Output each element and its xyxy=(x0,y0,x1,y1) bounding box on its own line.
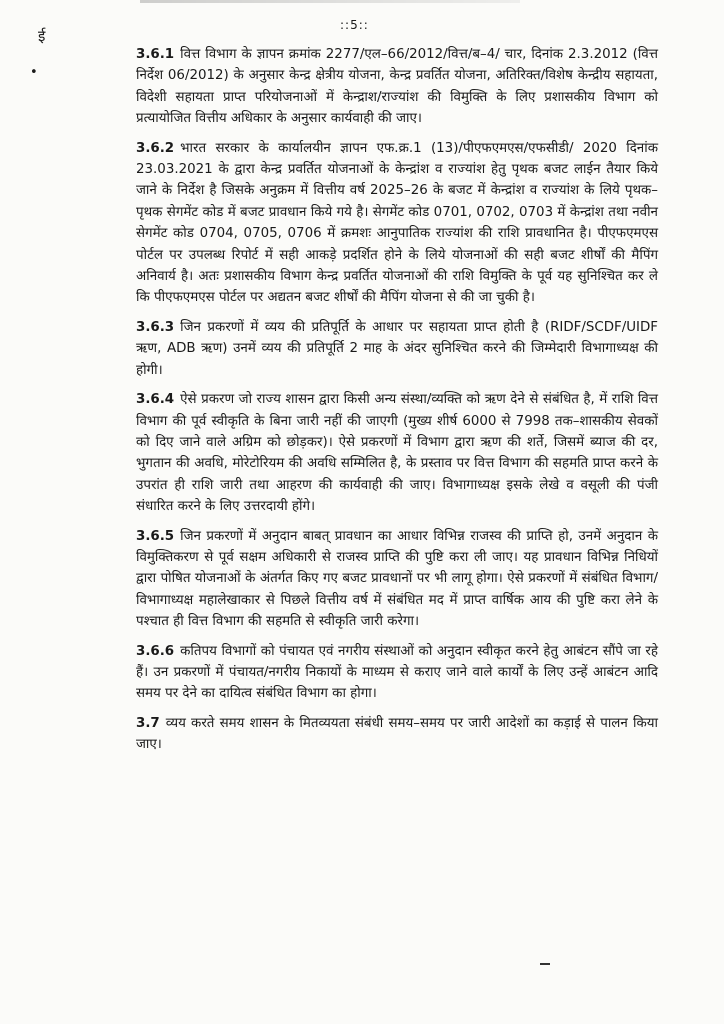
paragraph-3-6-4 xyxy=(136,389,658,517)
paragraph-number: 3.6.1 xyxy=(136,47,175,62)
paragraph-3-6-5 xyxy=(136,526,658,633)
paragraph-number: 3.6.2 xyxy=(136,140,175,156)
margin-dot: • xyxy=(30,65,38,80)
paragraph-text: ऐसे प्रकरण जो राज्य शासन द्वारा किसी अन्य संस्था/व्यक्ति को ऋण देने से संबंधित है, में राशि वित्त विभाग की पूर्व स्वीकृति के बिना जारी नहीं की जाएगी (मुख्य शीर्ष 6000 से 7998 तक–शासकीय सेवकों को दिए जाने वाले अग्रिम को छोड़कर)। ऐसे प्रकरणों में विभाग द्वारा ऋण की शर्ते, जिसमें ब्याज की दर, भुगतान की अवधि, मोरेटोरियम की अवधि सम्मिलित है, के प्रस्ताव पर वित्त विभाग की सहमति प्राप्त करने के उपरांत ही राशि जारी तथा आहरण की कार्यवाही की जाए। विभागाध्यक्ष इसके लेखे व वसूली की पंजी संधारित करने के लिए उत्तरदायी होंगे। xyxy=(136,392,658,515)
paragraph-text: भारत सरकार के कार्यालयीन ज्ञापन एफ.क्र.1 (13)/पीएफएमएस/एफसीडी/ 2020 दिनांक 23.03.2021 के द्वारा केन्द्र प्रवर्तित योजनाओं के केन्द्रांश व राज्यांश हेतु पृथक बजट लाईन तैयार किये जाने के निर्देश है जिसके अनुक्रम में वित्तीय वर्ष 2025–26 के बजट में केन्द्रांश व राज्यांश के लिये पृथक–पृथक सेगमेंट कोड में बजट प्रावधान किये गये है। सेगमेंट कोड 0701, 0702, 0703 में केन्द्रांश तथा नवीन सेगमेंट कोड 0704, 0705, 0706 में क्रमशः आनुपातिक राज्यांश की राशि प्रावधानित है। पीएफएमएस पोर्टल पर उपलब्ध रिपोर्ट में सही आकड़े प्रदर्शित होने के लिये योजनाओं की सही बजट शीर्षों की मैपिंग अनिवार्य है। अतः प्रशासकीय विभाग केन्द्र प्रवर्तित योजनाओं की राशि विमुक्ति के पूर्व यह सुनिश्चित कर ले कि पीएफएमएस पोर्टल पर अद्यतन बजट शीर्षों की मैपिंग योजना से की जा चुकी है। xyxy=(136,140,658,306)
stray-mark xyxy=(540,963,550,965)
paragraph-3-6-2 xyxy=(136,138,658,309)
paragraph-text: जिन प्रकरणों में व्यय की प्रतिपूर्ति के आधार पर सहायता प्राप्त होती है (RIDF/SCDF/UIDF ऋण, ADB ऋण) उनमें व्यय की प्रतिपूर्ति 2 माह के अंदर सुनिश्चित करने की जिम्मेदारी विभागाध्यक्ष की होगी। xyxy=(136,319,658,378)
document-body xyxy=(136,44,658,764)
paragraph-number: 3.6.5 xyxy=(136,528,175,544)
margin-mark: ई xyxy=(38,27,46,45)
paragraph-text: जिन प्रकरणों में अनुदान बाबत् प्रावधान का आधार विभिन्न राजस्व की प्राप्ति हो, उनमें अनुदान के विमुक्तिकरण से पूर्व सक्षम अधिकारी से राजस्व प्राप्ति की पुष्टि करा ली जाए। यह प्रावधान विभिन्न निधियों द्वारा पोषित योजनाओं के अंतर्गत किए गए बजट प्रावधानों पर भी लागू होगा। ऐसे प्रकरणों में संबंधित विभाग/विभागाध्यक्ष महालेखाकार से पिछले वित्तीय वर्ष में संबंधित मद में प्राप्त वार्षिक आय की पुष्टि करा लेने के पश्चात ही वित्त विभाग की सहमति से स्वीकृति जारी करेगा। xyxy=(136,528,658,630)
page-number: ::5:: xyxy=(340,18,369,32)
paragraph-text: वित्त विभाग के ज्ञापन क्रमांक 2277/एल–66/2012/वित्त/ब–4/ चार, दिनांक 2.3.2012 (वित्त निर्देश 06/2012) के अनुसार केन्द्र क्षेत्रीय योजना, केन्द्र प्रवर्तित योजना, अतिरिक्त/विशेष केन्द्रीय सहायता, विदेशी सहायता प्राप्त परियोजनाओं में केन्द्राश/राज्यांश की विमुक्ति के लिए प्रशासकीय विभाग को प्रत्यायोजित वित्तीय अधिकार के अनुसार कार्यवाही की जाए। xyxy=(136,47,658,127)
paragraph-number: 3.7 xyxy=(136,715,160,731)
paragraph-text: व्यय करते समय शासन के मितव्ययता संबंधी समय–समय पर जारी आदेशों का कड़ाई से पालन किया जाए। xyxy=(136,715,658,753)
paragraph-3-6-3 xyxy=(136,317,658,381)
paragraph-text: कतिपय विभागों को पंचायत एवं नगरीय संस्थाओं को अनुदान स्वीकृत करने हेतु आबंटन सौंपे जा रहे हैं। उन प्रकरणों में पंचायत/नगरीय निकायों के माध्यम से कराए जाने वाले कार्यों के लिए उन्हें आबंटन आदि समय पर देने का दायित्व संबंधित विभाग का होगा। xyxy=(136,643,658,702)
paragraph-number: 3.6.6 xyxy=(136,643,175,659)
paragraph-3-6-1 xyxy=(136,44,658,130)
paragraph-3-7 xyxy=(136,713,658,756)
paragraph-number: 3.6.3 xyxy=(136,319,175,335)
paragraph-number: 3.6.4 xyxy=(136,392,175,408)
paragraph-3-6-6 xyxy=(136,641,658,705)
scan-edge-artifact xyxy=(140,0,520,3)
